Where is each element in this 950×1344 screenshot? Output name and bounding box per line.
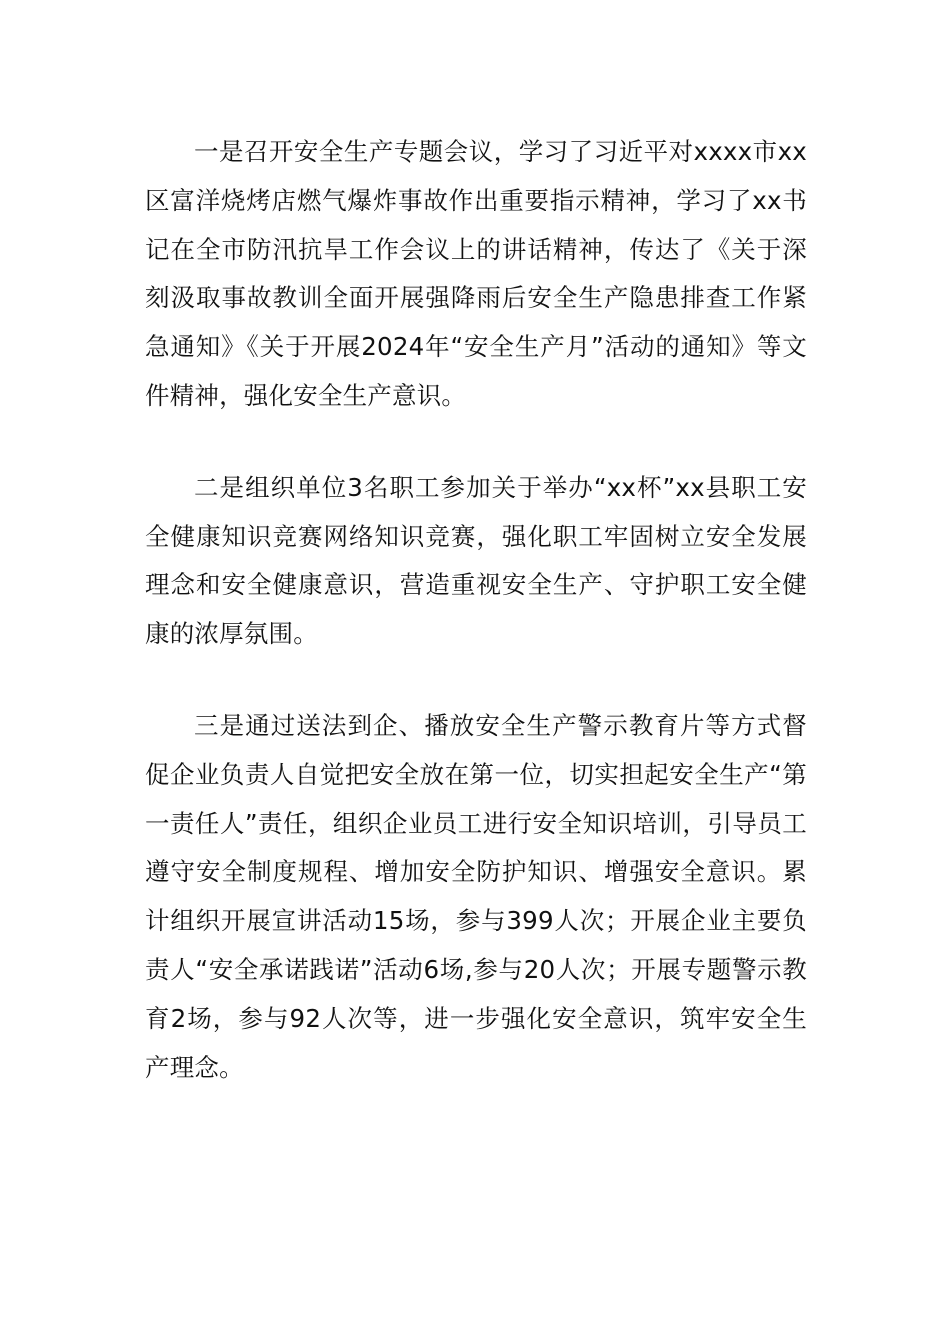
paragraph-1: 一是召开安全生产专题会议，学习了习近平对xxxx市xx区富洋烧烤店燃气爆炸事故作出重要指示精神，学习了xx书记在全市防汛抗旱工作会议上的讲话精神，传达了《关于深刻汲取事故教训全面开展强降雨后安全生产隐患排查工作紧急通知》《关于开展2024年“安全生产月”活动的通知》等文件精神，强化安全生产意识。 — [145, 137, 807, 410]
paragraph-3: 三是通过送法到企、播放安全生产警示教育片等方式督促企业负责人自觉把安全放在第一位，切实担起安全生产“第一责任人”责任，组织企业员工进行安全知识培训，引导员工遵守安全制度规程、增加安全防护知识、增强安全意识。累计组织开展宣讲活动15场，参与399人次；开展企业主要负责人“安全承诺践诺”活动6场,参与20人次；开展专题警示教育2场，参与92人次等，进一步强化安全意识，筑牢安全生产理念。 — [145, 710, 807, 1082]
paragraph-2: 二是组织单位3名职工参加关于举办“xx杯”xx县职工安全健康知识竞赛网络知识竞赛，强化职工牢固树立安全发展理念和安全健康意识，营造重视安全生产、守护职工安全健康的浓厚氛围。 — [145, 472, 807, 649]
document-body — [145, 128, 807, 1092]
